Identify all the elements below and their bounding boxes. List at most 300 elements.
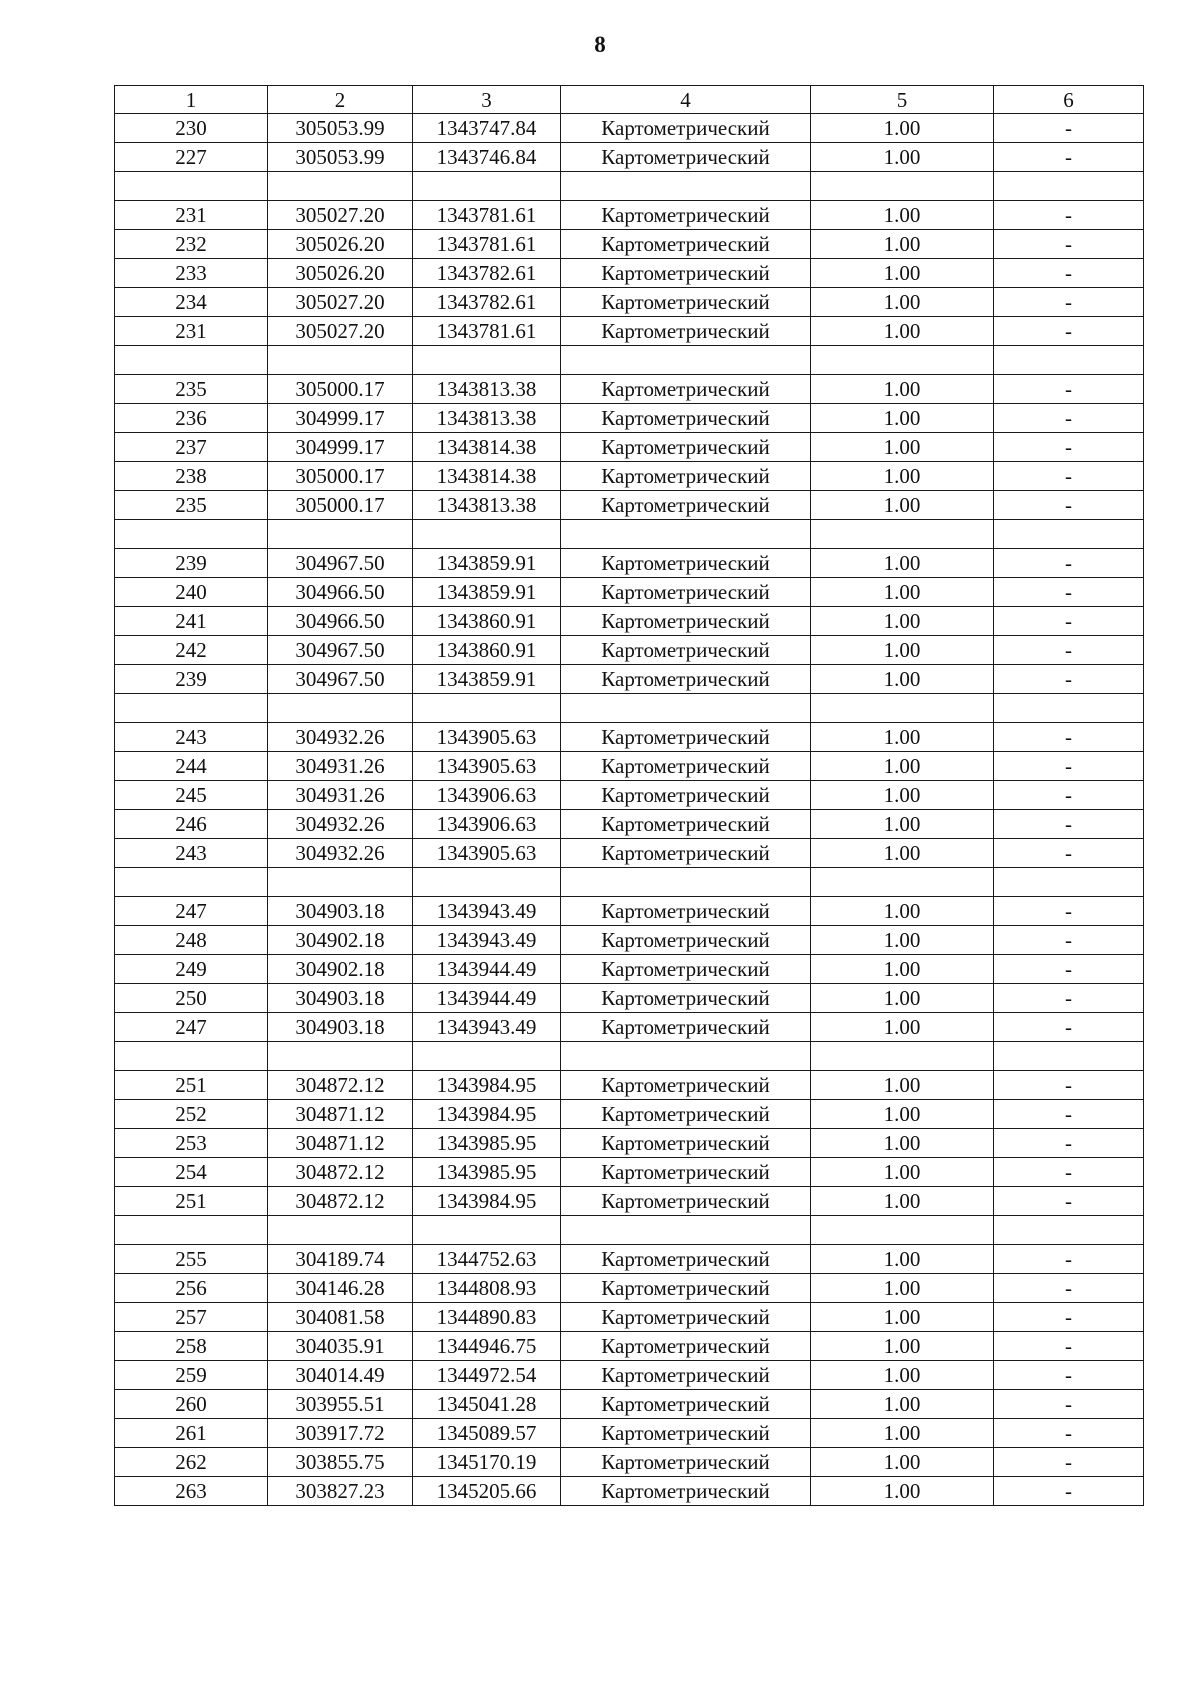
note-cell: - [994, 317, 1144, 346]
table-row [115, 1477, 1144, 1506]
y-coordinate-cell: 1343984.95 [413, 1071, 561, 1100]
y-coordinate-cell: 1343859.91 [413, 549, 561, 578]
y-coordinate-cell: 1345170.19 [413, 1448, 561, 1477]
table-row [115, 375, 1144, 404]
table-row [115, 723, 1144, 752]
x-coordinate-cell: 304967.50 [268, 636, 413, 665]
point-number-cell: 241 [115, 607, 268, 636]
method-cell: Картометрический [561, 433, 811, 462]
x-coordinate-cell: 304966.50 [268, 607, 413, 636]
coordinates-table [114, 85, 1144, 1506]
point-number-cell: 240 [115, 578, 268, 607]
x-coordinate-cell: 304967.50 [268, 665, 413, 694]
table-row [115, 665, 1144, 694]
table-row [115, 636, 1144, 665]
accuracy-cell: 1.00 [811, 1129, 994, 1158]
point-number-cell [115, 346, 268, 375]
method-cell: Картометрический [561, 665, 811, 694]
x-coordinate-cell: 304146.28 [268, 1274, 413, 1303]
x-coordinate-cell: 305000.17 [268, 375, 413, 404]
method-cell: Картометрический [561, 1274, 811, 1303]
note-cell: - [994, 1071, 1144, 1100]
accuracy-cell: 1.00 [811, 723, 994, 752]
y-coordinate-cell: 1343746.84 [413, 143, 561, 172]
accuracy-cell: 1.00 [811, 781, 994, 810]
x-coordinate-cell: 303827.23 [268, 1477, 413, 1506]
table-row [115, 1129, 1144, 1158]
accuracy-cell: 1.00 [811, 288, 994, 317]
table-row [115, 462, 1144, 491]
y-coordinate-cell: 1343813.38 [413, 404, 561, 433]
note-cell: - [994, 1100, 1144, 1129]
accuracy-cell: 1.00 [811, 1187, 994, 1216]
y-coordinate-cell: 1343984.95 [413, 1187, 561, 1216]
column-header: 4 [561, 86, 811, 114]
note-cell: - [994, 288, 1144, 317]
method-cell: Картометрический [561, 1361, 811, 1390]
method-cell: Картометрический [561, 288, 811, 317]
accuracy-cell [811, 868, 994, 897]
y-coordinate-cell: 1345205.66 [413, 1477, 561, 1506]
x-coordinate-cell: 304081.58 [268, 1303, 413, 1332]
note-cell: - [994, 114, 1144, 143]
point-number-cell: 260 [115, 1390, 268, 1419]
y-coordinate-cell [413, 694, 561, 723]
method-cell: Картометрический [561, 955, 811, 984]
point-number-cell: 257 [115, 1303, 268, 1332]
method-cell [561, 172, 811, 201]
point-number-cell: 258 [115, 1332, 268, 1361]
point-number-cell: 243 [115, 723, 268, 752]
method-cell: Картометрический [561, 549, 811, 578]
note-cell [994, 172, 1144, 201]
method-cell: Картометрический [561, 752, 811, 781]
method-cell: Картометрический [561, 1187, 811, 1216]
table-row [115, 172, 1144, 201]
method-cell [561, 520, 811, 549]
accuracy-cell [811, 346, 994, 375]
x-coordinate-cell: 304902.18 [268, 926, 413, 955]
y-coordinate-cell: 1343860.91 [413, 636, 561, 665]
accuracy-cell [811, 1042, 994, 1071]
y-coordinate-cell: 1343943.49 [413, 926, 561, 955]
point-number-cell: 236 [115, 404, 268, 433]
accuracy-cell [811, 694, 994, 723]
note-cell [994, 1042, 1144, 1071]
x-coordinate-cell: 305000.17 [268, 462, 413, 491]
y-coordinate-cell: 1343782.61 [413, 259, 561, 288]
y-coordinate-cell: 1344890.83 [413, 1303, 561, 1332]
method-cell: Картометрический [561, 375, 811, 404]
table-row [115, 549, 1144, 578]
table-row [115, 288, 1144, 317]
x-coordinate-cell: 304931.26 [268, 781, 413, 810]
note-cell: - [994, 723, 1144, 752]
point-number-cell: 235 [115, 491, 268, 520]
point-number-cell [115, 694, 268, 723]
y-coordinate-cell [413, 1216, 561, 1245]
accuracy-cell: 1.00 [811, 1390, 994, 1419]
y-coordinate-cell: 1343905.63 [413, 752, 561, 781]
method-cell: Картометрический [561, 1419, 811, 1448]
x-coordinate-cell: 305053.99 [268, 143, 413, 172]
x-coordinate-cell [268, 868, 413, 897]
method-cell: Картометрический [561, 723, 811, 752]
x-coordinate-cell: 305027.20 [268, 288, 413, 317]
note-cell: - [994, 897, 1144, 926]
point-number-cell: 254 [115, 1158, 268, 1187]
point-number-cell [115, 1216, 268, 1245]
note-cell [994, 520, 1144, 549]
x-coordinate-cell [268, 1216, 413, 1245]
x-coordinate-cell: 304872.12 [268, 1187, 413, 1216]
table-row [115, 839, 1144, 868]
point-number-cell: 242 [115, 636, 268, 665]
method-cell: Картометрический [561, 1303, 811, 1332]
method-cell: Картометрический [561, 114, 811, 143]
note-cell: - [994, 1390, 1144, 1419]
point-number-cell: 230 [115, 114, 268, 143]
x-coordinate-cell: 304931.26 [268, 752, 413, 781]
x-coordinate-cell: 303917.72 [268, 1419, 413, 1448]
note-cell: - [994, 201, 1144, 230]
note-cell: - [994, 1303, 1144, 1332]
accuracy-cell: 1.00 [811, 578, 994, 607]
method-cell: Картометрический [561, 897, 811, 926]
accuracy-cell: 1.00 [811, 636, 994, 665]
point-number-cell: 251 [115, 1187, 268, 1216]
column-header: 3 [413, 86, 561, 114]
note-cell: - [994, 1448, 1144, 1477]
x-coordinate-cell: 304999.17 [268, 433, 413, 462]
point-number-cell [115, 1042, 268, 1071]
column-header: 6 [994, 86, 1144, 114]
note-cell: - [994, 665, 1144, 694]
method-cell: Картометрический [561, 984, 811, 1013]
note-cell [994, 346, 1144, 375]
note-cell: - [994, 491, 1144, 520]
table-row [115, 1100, 1144, 1129]
accuracy-cell: 1.00 [811, 752, 994, 781]
note-cell: - [994, 1332, 1144, 1361]
y-coordinate-cell: 1343781.61 [413, 317, 561, 346]
table-row [115, 1303, 1144, 1332]
note-cell: - [994, 433, 1144, 462]
method-cell [561, 346, 811, 375]
method-cell: Картометрический [561, 607, 811, 636]
point-number-cell: 244 [115, 752, 268, 781]
point-number-cell: 239 [115, 549, 268, 578]
method-cell: Картометрический [561, 578, 811, 607]
x-coordinate-cell: 305026.20 [268, 259, 413, 288]
note-cell: - [994, 230, 1144, 259]
method-cell: Картометрический [561, 230, 811, 259]
point-number-cell [115, 520, 268, 549]
y-coordinate-cell: 1344946.75 [413, 1332, 561, 1361]
method-cell: Картометрический [561, 1390, 811, 1419]
table-row [115, 317, 1144, 346]
table-row [115, 810, 1144, 839]
point-number-cell: 238 [115, 462, 268, 491]
y-coordinate-cell: 1343984.95 [413, 1100, 561, 1129]
x-coordinate-cell: 304872.12 [268, 1158, 413, 1187]
accuracy-cell: 1.00 [811, 1361, 994, 1390]
table-row [115, 1390, 1144, 1419]
note-cell: - [994, 143, 1144, 172]
point-number-cell: 246 [115, 810, 268, 839]
method-cell: Картометрический [561, 1013, 811, 1042]
accuracy-cell [811, 1216, 994, 1245]
y-coordinate-cell: 1344808.93 [413, 1274, 561, 1303]
point-number-cell: 235 [115, 375, 268, 404]
point-number-cell [115, 868, 268, 897]
table-row [115, 1042, 1144, 1071]
y-coordinate-cell [413, 868, 561, 897]
method-cell: Картометрический [561, 1071, 811, 1100]
point-number-cell: 255 [115, 1245, 268, 1274]
x-coordinate-cell: 305027.20 [268, 317, 413, 346]
y-coordinate-cell [413, 1042, 561, 1071]
x-coordinate-cell [268, 520, 413, 549]
note-cell [994, 694, 1144, 723]
note-cell: - [994, 1274, 1144, 1303]
y-coordinate-cell: 1343781.61 [413, 201, 561, 230]
x-coordinate-cell: 304035.91 [268, 1332, 413, 1361]
accuracy-cell: 1.00 [811, 404, 994, 433]
x-coordinate-cell: 304871.12 [268, 1129, 413, 1158]
point-number-cell: 233 [115, 259, 268, 288]
x-coordinate-cell: 304903.18 [268, 984, 413, 1013]
table-row [115, 1187, 1144, 1216]
table-header-row [115, 86, 1144, 114]
note-cell: - [994, 1158, 1144, 1187]
x-coordinate-cell: 304932.26 [268, 723, 413, 752]
accuracy-cell: 1.00 [811, 607, 994, 636]
method-cell: Картометрический [561, 1332, 811, 1361]
y-coordinate-cell: 1343944.49 [413, 984, 561, 1013]
x-coordinate-cell: 304871.12 [268, 1100, 413, 1129]
method-cell: Картометрический [561, 201, 811, 230]
x-coordinate-cell: 304967.50 [268, 549, 413, 578]
method-cell: Картометрический [561, 636, 811, 665]
point-number-cell: 247 [115, 1013, 268, 1042]
note-cell [994, 868, 1144, 897]
table-row [115, 1071, 1144, 1100]
table-row [115, 752, 1144, 781]
accuracy-cell: 1.00 [811, 926, 994, 955]
x-coordinate-cell [268, 1042, 413, 1071]
point-number-cell: 234 [115, 288, 268, 317]
method-cell [561, 868, 811, 897]
y-coordinate-cell: 1343985.95 [413, 1158, 561, 1187]
table-row [115, 433, 1144, 462]
note-cell: - [994, 578, 1144, 607]
accuracy-cell: 1.00 [811, 839, 994, 868]
x-coordinate-cell: 304902.18 [268, 955, 413, 984]
note-cell: - [994, 984, 1144, 1013]
column-header: 1 [115, 86, 268, 114]
y-coordinate-cell: 1343906.63 [413, 781, 561, 810]
note-cell: - [994, 1245, 1144, 1274]
accuracy-cell: 1.00 [811, 462, 994, 491]
note-cell: - [994, 404, 1144, 433]
accuracy-cell: 1.00 [811, 143, 994, 172]
x-coordinate-cell: 304903.18 [268, 1013, 413, 1042]
accuracy-cell: 1.00 [811, 491, 994, 520]
table-row [115, 1158, 1144, 1187]
y-coordinate-cell: 1343943.49 [413, 1013, 561, 1042]
accuracy-cell [811, 172, 994, 201]
method-cell: Картометрический [561, 926, 811, 955]
accuracy-cell [811, 520, 994, 549]
method-cell: Картометрический [561, 404, 811, 433]
table-row [115, 781, 1144, 810]
y-coordinate-cell: 1343859.91 [413, 578, 561, 607]
note-cell: - [994, 1013, 1144, 1042]
x-coordinate-cell: 304966.50 [268, 578, 413, 607]
accuracy-cell: 1.00 [811, 1158, 994, 1187]
note-cell: - [994, 1477, 1144, 1506]
accuracy-cell: 1.00 [811, 549, 994, 578]
point-number-cell: 239 [115, 665, 268, 694]
point-number-cell: 231 [115, 317, 268, 346]
table-row [115, 955, 1144, 984]
table-row [115, 868, 1144, 897]
x-coordinate-cell: 304999.17 [268, 404, 413, 433]
point-number-cell: 227 [115, 143, 268, 172]
table-row [115, 404, 1144, 433]
x-coordinate-cell: 304932.26 [268, 810, 413, 839]
accuracy-cell: 1.00 [811, 114, 994, 143]
page-number: 8 [594, 32, 606, 57]
y-coordinate-cell: 1345041.28 [413, 1390, 561, 1419]
point-number-cell: 249 [115, 955, 268, 984]
x-coordinate-cell: 304189.74 [268, 1245, 413, 1274]
table-row [115, 1419, 1144, 1448]
point-number-cell: 245 [115, 781, 268, 810]
method-cell: Картометрический [561, 839, 811, 868]
accuracy-cell: 1.00 [811, 1448, 994, 1477]
y-coordinate-cell [413, 346, 561, 375]
accuracy-cell: 1.00 [811, 433, 994, 462]
note-cell: - [994, 636, 1144, 665]
method-cell: Картометрический [561, 1448, 811, 1477]
table-row [115, 114, 1144, 143]
note-cell: - [994, 1419, 1144, 1448]
table-row [115, 1013, 1144, 1042]
x-coordinate-cell: 305027.20 [268, 201, 413, 230]
y-coordinate-cell: 1343747.84 [413, 114, 561, 143]
accuracy-cell: 1.00 [811, 1477, 994, 1506]
note-cell: - [994, 781, 1144, 810]
method-cell: Картометрический [561, 462, 811, 491]
y-coordinate-cell: 1343944.49 [413, 955, 561, 984]
method-cell: Картометрический [561, 781, 811, 810]
method-cell: Картометрический [561, 1100, 811, 1129]
y-coordinate-cell: 1343814.38 [413, 462, 561, 491]
x-coordinate-cell: 305000.17 [268, 491, 413, 520]
note-cell: - [994, 1361, 1144, 1390]
table-row [115, 1274, 1144, 1303]
table-row [115, 143, 1144, 172]
x-coordinate-cell [268, 346, 413, 375]
y-coordinate-cell: 1345089.57 [413, 1419, 561, 1448]
note-cell: - [994, 1129, 1144, 1158]
note-cell: - [994, 752, 1144, 781]
accuracy-cell: 1.00 [811, 375, 994, 404]
y-coordinate-cell: 1343985.95 [413, 1129, 561, 1158]
x-coordinate-cell: 305053.99 [268, 114, 413, 143]
table-row [115, 607, 1144, 636]
x-coordinate-cell: 304932.26 [268, 839, 413, 868]
x-coordinate-cell: 303955.51 [268, 1390, 413, 1419]
y-coordinate-cell: 1343813.38 [413, 491, 561, 520]
y-coordinate-cell: 1343813.38 [413, 375, 561, 404]
note-cell: - [994, 549, 1144, 578]
y-coordinate-cell: 1343906.63 [413, 810, 561, 839]
accuracy-cell: 1.00 [811, 1100, 994, 1129]
note-cell: - [994, 259, 1144, 288]
table-row [115, 230, 1144, 259]
point-number-cell [115, 172, 268, 201]
x-coordinate-cell: 303855.75 [268, 1448, 413, 1477]
note-cell: - [994, 375, 1144, 404]
y-coordinate-cell [413, 172, 561, 201]
method-cell [561, 1042, 811, 1071]
note-cell: - [994, 462, 1144, 491]
method-cell: Картометрический [561, 1245, 811, 1274]
point-number-cell: 261 [115, 1419, 268, 1448]
accuracy-cell: 1.00 [811, 810, 994, 839]
x-coordinate-cell [268, 694, 413, 723]
accuracy-cell: 1.00 [811, 259, 994, 288]
point-number-cell: 248 [115, 926, 268, 955]
y-coordinate-cell: 1343905.63 [413, 839, 561, 868]
point-number-cell: 263 [115, 1477, 268, 1506]
accuracy-cell: 1.00 [811, 1274, 994, 1303]
x-coordinate-cell [268, 172, 413, 201]
point-number-cell: 251 [115, 1071, 268, 1100]
y-coordinate-cell: 1343814.38 [413, 433, 561, 462]
point-number-cell: 262 [115, 1448, 268, 1477]
note-cell: - [994, 955, 1144, 984]
point-number-cell: 250 [115, 984, 268, 1013]
method-cell: Картометрический [561, 491, 811, 520]
y-coordinate-cell: 1343860.91 [413, 607, 561, 636]
column-header: 2 [268, 86, 413, 114]
table-row [115, 201, 1144, 230]
y-coordinate-cell: 1343905.63 [413, 723, 561, 752]
accuracy-cell: 1.00 [811, 230, 994, 259]
x-coordinate-cell: 304014.49 [268, 1361, 413, 1390]
note-cell: - [994, 607, 1144, 636]
table-row [115, 897, 1144, 926]
method-cell: Картометрический [561, 810, 811, 839]
table-row [115, 578, 1144, 607]
point-number-cell: 252 [115, 1100, 268, 1129]
table-row [115, 1361, 1144, 1390]
table-row [115, 1245, 1144, 1274]
note-cell: - [994, 839, 1144, 868]
y-coordinate-cell: 1343781.61 [413, 230, 561, 259]
point-number-cell: 231 [115, 201, 268, 230]
table-row [115, 346, 1144, 375]
accuracy-cell: 1.00 [811, 665, 994, 694]
note-cell: - [994, 926, 1144, 955]
accuracy-cell: 1.00 [811, 317, 994, 346]
table-row [115, 1448, 1144, 1477]
y-coordinate-cell [413, 520, 561, 549]
